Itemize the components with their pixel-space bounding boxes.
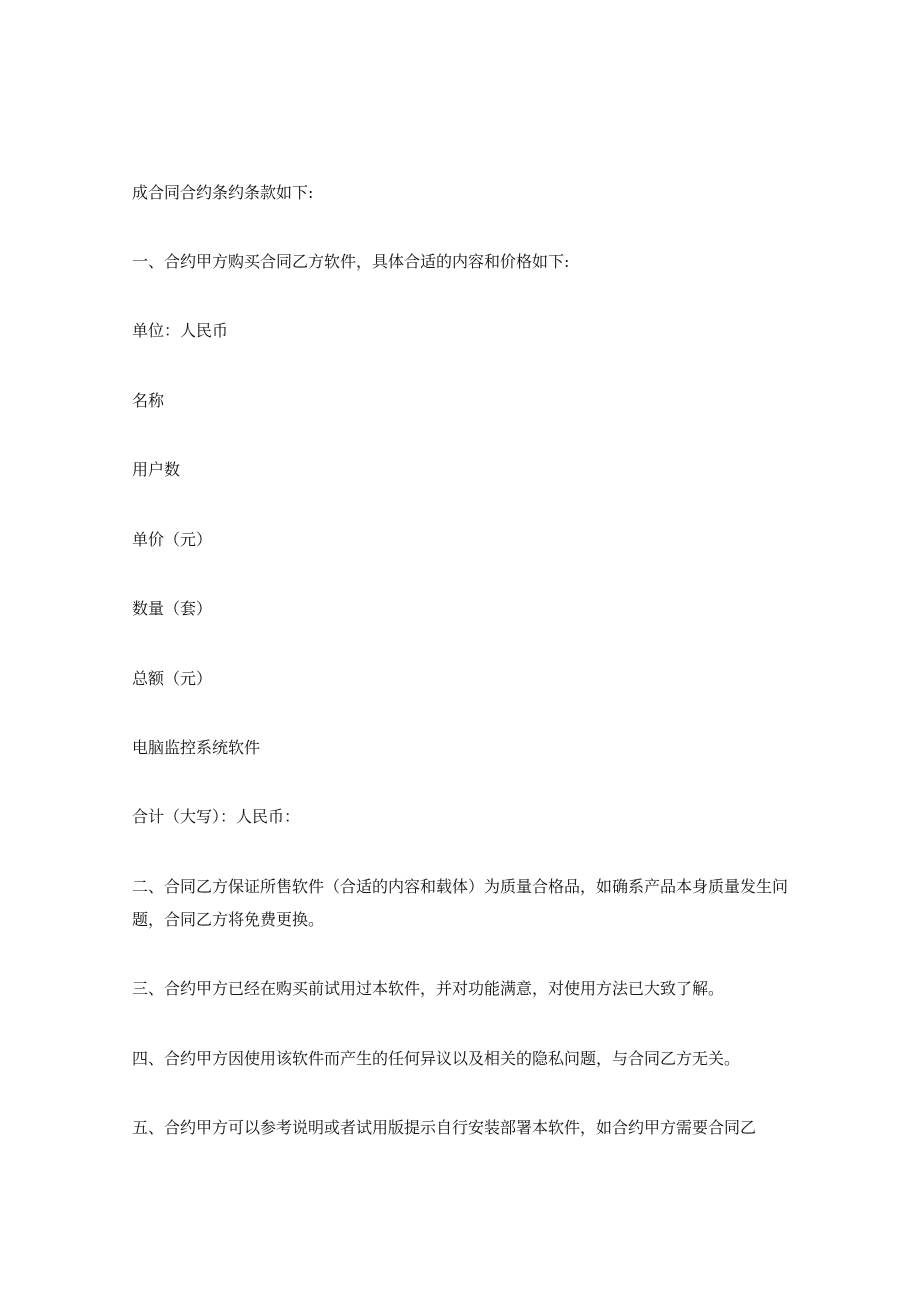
clause-2-paragraph: 二、合同乙方保证所售软件（合适的内容和载体）为质量合格品，如确系产品本身质量发生问题，合同乙方将免费更换。	[132, 877, 789, 929]
product-name: 电脑监控系统软件	[132, 738, 261, 757]
name-label: 名称	[132, 391, 165, 410]
clause-4-paragraph: 四、合约甲方因使用该软件而产生的任何异议以及相关的隐私问题，与合同乙方无关。	[132, 1049, 741, 1068]
intro-paragraph: 成合同合约条约条款如下:	[132, 183, 314, 202]
contract-text	[132, 176, 792, 1144]
unit-price-label: 单价（元）	[132, 530, 213, 549]
clause-5-paragraph: 五、合约甲方可以参考说明或者试用版提示自行安装部署本软件，如合约甲方需要合同乙	[132, 1118, 757, 1137]
clause-3-paragraph: 三、合约甲方已经在购买前试用过本软件，并对功能满意，对使用方法已大致了解。	[132, 979, 725, 998]
users-label: 用户数	[132, 460, 181, 479]
clause-1-paragraph: 一、合约甲方购买合同乙方软件，具体合适的内容和价格如下:	[132, 252, 570, 271]
total-in-words: 合计（大写）：人民币：	[132, 807, 301, 826]
total-label: 总额（元）	[132, 669, 213, 688]
quantity-label: 数量（套）	[132, 599, 213, 618]
unit-line: 单位：人民币	[132, 321, 229, 340]
